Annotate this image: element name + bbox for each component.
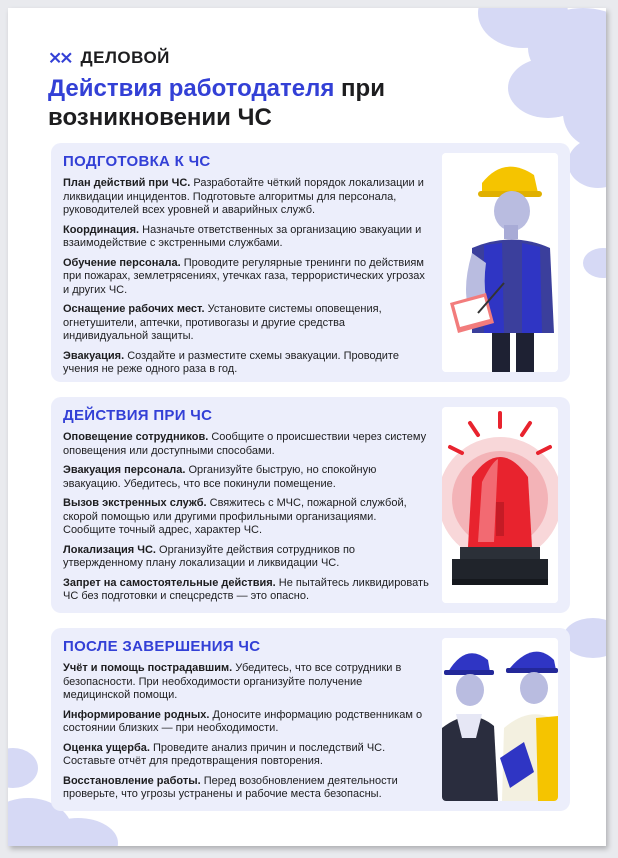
list-item: План действий при ЧС. Разработайте чёткий порядок локализации и ликвидации инцидентов. Подготовьте алгоритмы для персонала, руководителей всех уровней и аварийных служб. xyxy=(63,177,424,216)
section-actions xyxy=(51,397,570,613)
section-title: ПОДГОТОВКА К ЧС xyxy=(63,153,211,170)
cloud-decoration xyxy=(568,138,606,188)
list-item: Оповещение сотрудников. Сообщите о происшествии через систему оповещения или доступными способами. xyxy=(63,431,427,457)
section-items xyxy=(63,662,431,808)
list-item: Обучение персонала. Проводите регулярные тренинги по действиям при пожарах, землетрясениях, утечках газа, террористических угрозах и других ЧС. xyxy=(63,256,425,296)
section-preparation xyxy=(51,143,570,382)
page-title xyxy=(48,74,468,132)
list-item: Оснащение рабочих мест. Установите системы оповещения, огнетушители, аптечки, противогазы и другие средства индивидуальной защиты. xyxy=(63,303,382,342)
cloud-decoration xyxy=(8,748,38,788)
section-after xyxy=(51,628,570,811)
list-item: Информирование родных. Доносите информацию родственникам о состоянии близких — при необходимости. xyxy=(63,708,423,734)
section-title: ДЕЙСТВИЯ ПРИ ЧС xyxy=(63,407,213,424)
list-item: Эвакуация персонала. Организуйте быструю, но спокойную эвакуацию. Убедитесь, что все покинули помещение. xyxy=(63,464,377,490)
list-item: Запрет на самостоятельные действия. Не пытайтесь ликвидировать ЧС без подготовки и спецсредств — это опасно. xyxy=(63,576,429,602)
brand-name: ДЕЛОВОЙ xyxy=(80,48,170,67)
section-items xyxy=(63,431,431,610)
list-item: Вызов экстренных служб. Свяжитесь с МЧС, пожарной службой, скорой помощью или другими профильными организациями. Сообщите точный адрес, характер ЧС. xyxy=(63,497,407,536)
two-workers-illustration xyxy=(442,638,558,801)
list-item: Восстановление работы. Перед возобновлением деятельности проверьте, что угрозы устранены и рабочие места безопасны. xyxy=(63,774,398,800)
alarm-beacon-illustration xyxy=(442,407,558,603)
title-rest: при возникновении ЧС xyxy=(48,75,385,131)
title-accent: Действия работодателя xyxy=(48,75,335,102)
worker-illustration xyxy=(442,153,558,372)
list-item: Эвакуация. Создайте и разместите схемы эвакуации. Проводите учения не реже одного раза в год. xyxy=(63,349,399,375)
list-item: Локализация ЧС. Организуйте действия сотрудников по утвержденному плану локализации и ликвидации ЧС. xyxy=(63,543,356,569)
cloud-decoration xyxy=(583,248,606,278)
list-item: Учёт и помощь пострадавшим. Убедитесь, что все сотрудники в безопасности. При необходимости организуйте получение медицинской помощи. xyxy=(63,662,402,701)
brand-mark-icon: ⨯⨯ xyxy=(48,48,71,67)
section-items xyxy=(63,177,431,383)
list-item: Оценка ущерба. Проведите анализ причин и последствий ЧС. Составьте отчёт для предотвращения повторения. xyxy=(63,741,386,767)
brand-logo xyxy=(48,48,170,68)
poster xyxy=(8,8,606,846)
section-title: ПОСЛЕ ЗАВЕРШЕНИЯ ЧС xyxy=(63,638,261,655)
list-item: Координация. Назначьте ответственных за организацию эвакуации и взаимодействие с экстренными службами. xyxy=(63,223,422,249)
